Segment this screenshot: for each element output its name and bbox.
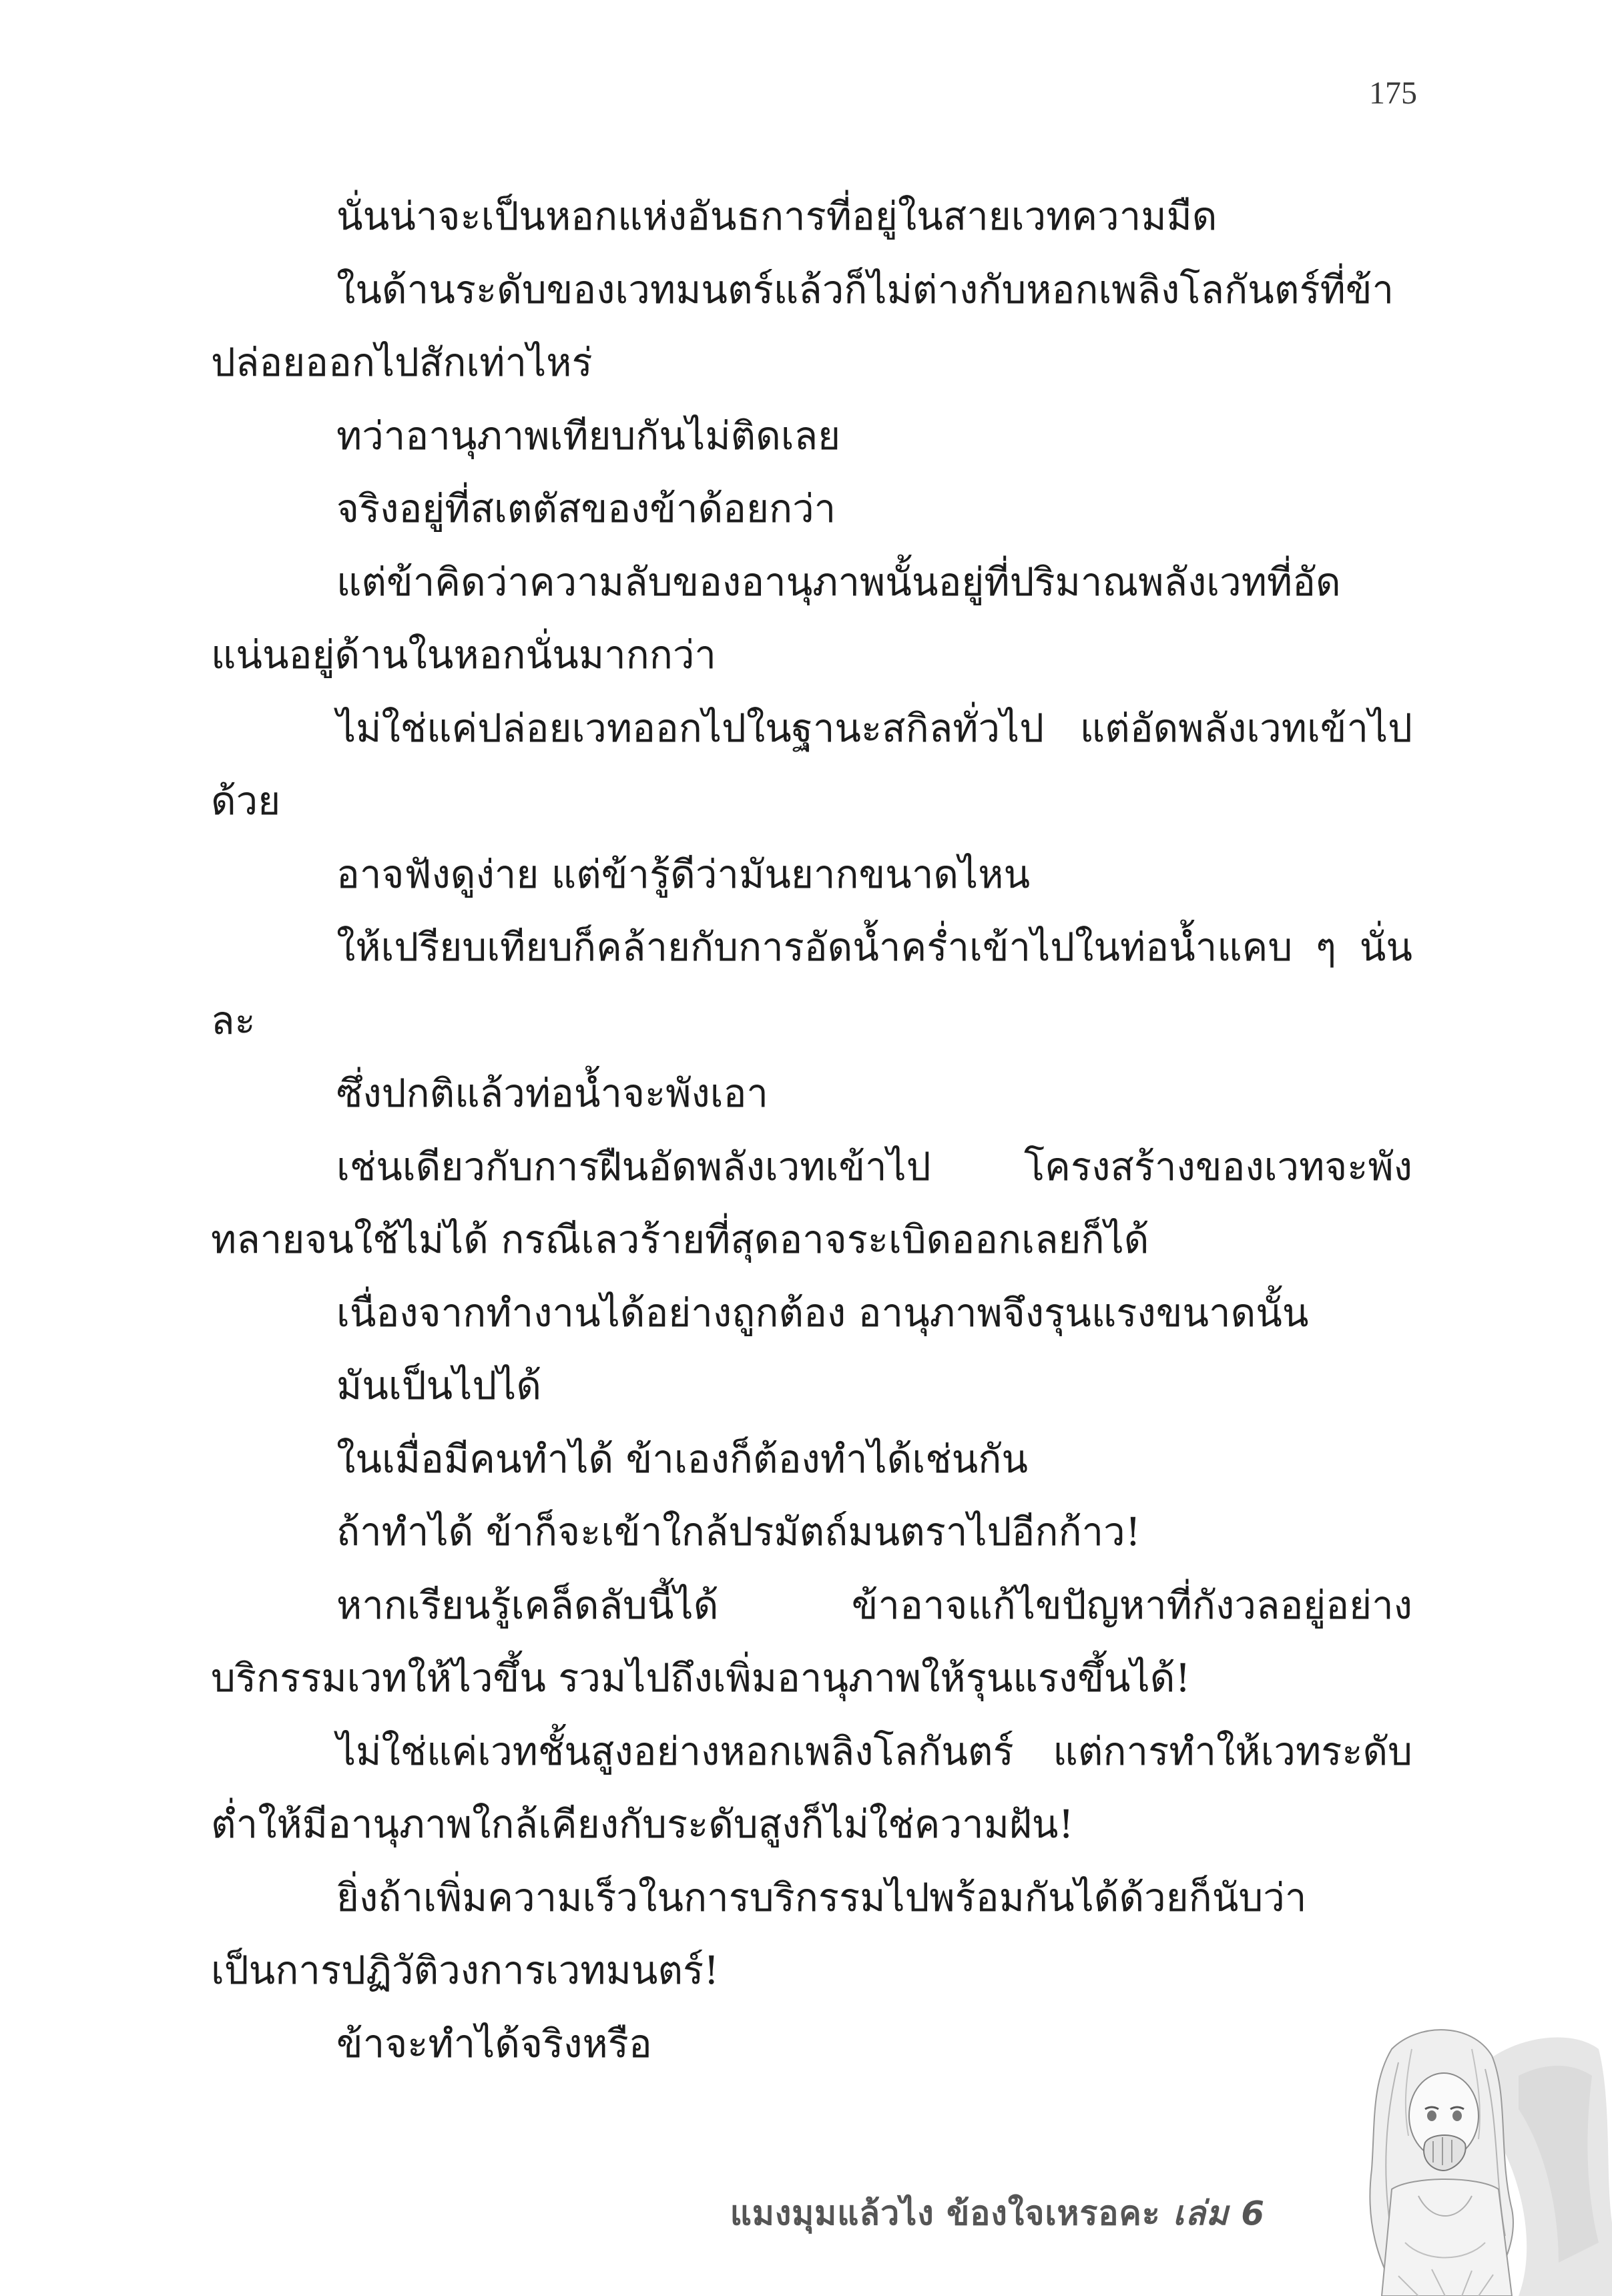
character-sketch-illustration	[1318, 2022, 1612, 2296]
body-text	[211, 180, 1412, 2080]
paragraph: เช่นเดียวกับการฝืนอัดพลังเวทเข้าไป โครงสร้างของเวทจะพังทลายจนใช้ไม่ได้ กรณีเลวร้ายที่สุดอาจระเบิดออกเลยก็ได้	[211, 1143, 1412, 1262]
paragraph: ทว่าอานุภาพเทียบกันไม่ติดเลย	[336, 412, 841, 459]
paragraph: หากเรียนรู้เคล็ดลับนี้ได้ ข้าอาจแก้ไขปัญหาที่กังวลอยู่อย่างบริกรรมเวทให้ไวขึ้น รวมไปถึงเพิ่มอานุภาพให้รุนแรงขึ้นได้!	[211, 1582, 1412, 1701]
paragraph: มันเป็นไปได้	[336, 1363, 541, 1408]
paragraph: แต่ข้าคิดว่าความลับของอานุภาพนั้นอยู่ที่ปริมาณพลังเวทที่อัดแน่นอยู่ด้านในหอกนั่นมากกว่า	[211, 559, 1341, 677]
paragraph: นั่นน่าจะเป็นหอกแห่งอันธการที่อยู่ในสายเวทความมืด	[336, 194, 1218, 239]
paragraph: ไม่ใช่แค่ปล่อยเวทออกไปในฐานะสกิลทั่วไป แต่อัดพลังเวทเข้าไปด้วย	[211, 705, 1412, 824]
paragraph: ข้าจะทำได้จริงหรือ	[336, 2020, 652, 2066]
paragraph: เนื่องจากทำงานได้อย่างถูกต้อง อานุภาพจึงรุนแรงขนาดนั้น	[336, 1289, 1309, 1336]
paragraph: ถ้าทำได้ ข้าก็จะเข้าใกล้ปรมัตถ์มนตราไปอีกก้าว!	[336, 1509, 1141, 1554]
paragraph: ยิ่งถ้าเพิ่มความเร็วในการบริกรรมไปพร้อมกันได้ด้วยก็นับว่าเป็นการปฏิวัติวงการเวทมนตร์!	[211, 1874, 1307, 1993]
book-title: แมงมุมแล้วไง ข้องใจเหรอคะ	[730, 2194, 1161, 2233]
paragraph: ไม่ใช่แค่เวทชั้นสูงอย่างหอกเพลิงโลกันตร์ แต่การทำให้เวทระดับต่ำให้มีอานุภาพใกล้เคียงกับระดับสูงก็ไม่ใช่ความฝัน!	[211, 1728, 1412, 1847]
running-footer	[730, 2187, 1265, 2240]
paragraph: จริงอยู่ที่สเตตัสของข้าด้อยกว่า	[336, 486, 836, 531]
volume-label: เล่ม 6	[1173, 2194, 1265, 2233]
paragraph: ซึ่งปกติแล้วท่อน้ำจะพังเอา	[336, 1071, 768, 1116]
paragraph: ในด้านระดับของเวทมนตร์แล้วก็ไม่ต่างกับหอกเพลิงโลกันตร์ที่ข้าปล่อยออกไปสักเท่าไหร่	[211, 266, 1394, 385]
paragraph: ในเมื่อมีคนทำได้ ข้าเองก็ต้องทำได้เช่นกัน	[336, 1436, 1028, 1482]
paragraph: ให้เปรียบเทียบก็คล้ายกับการอัดน้ำคร่ำเข้าไปในท่อน้ำแคบ ๆ นั่นละ	[211, 924, 1412, 1043]
paragraph: อาจฟังดูง่าย แต่ข้ารู้ดีว่ามันยากขนาดไหน	[336, 851, 1031, 897]
page-number: 175	[1369, 75, 1417, 111]
